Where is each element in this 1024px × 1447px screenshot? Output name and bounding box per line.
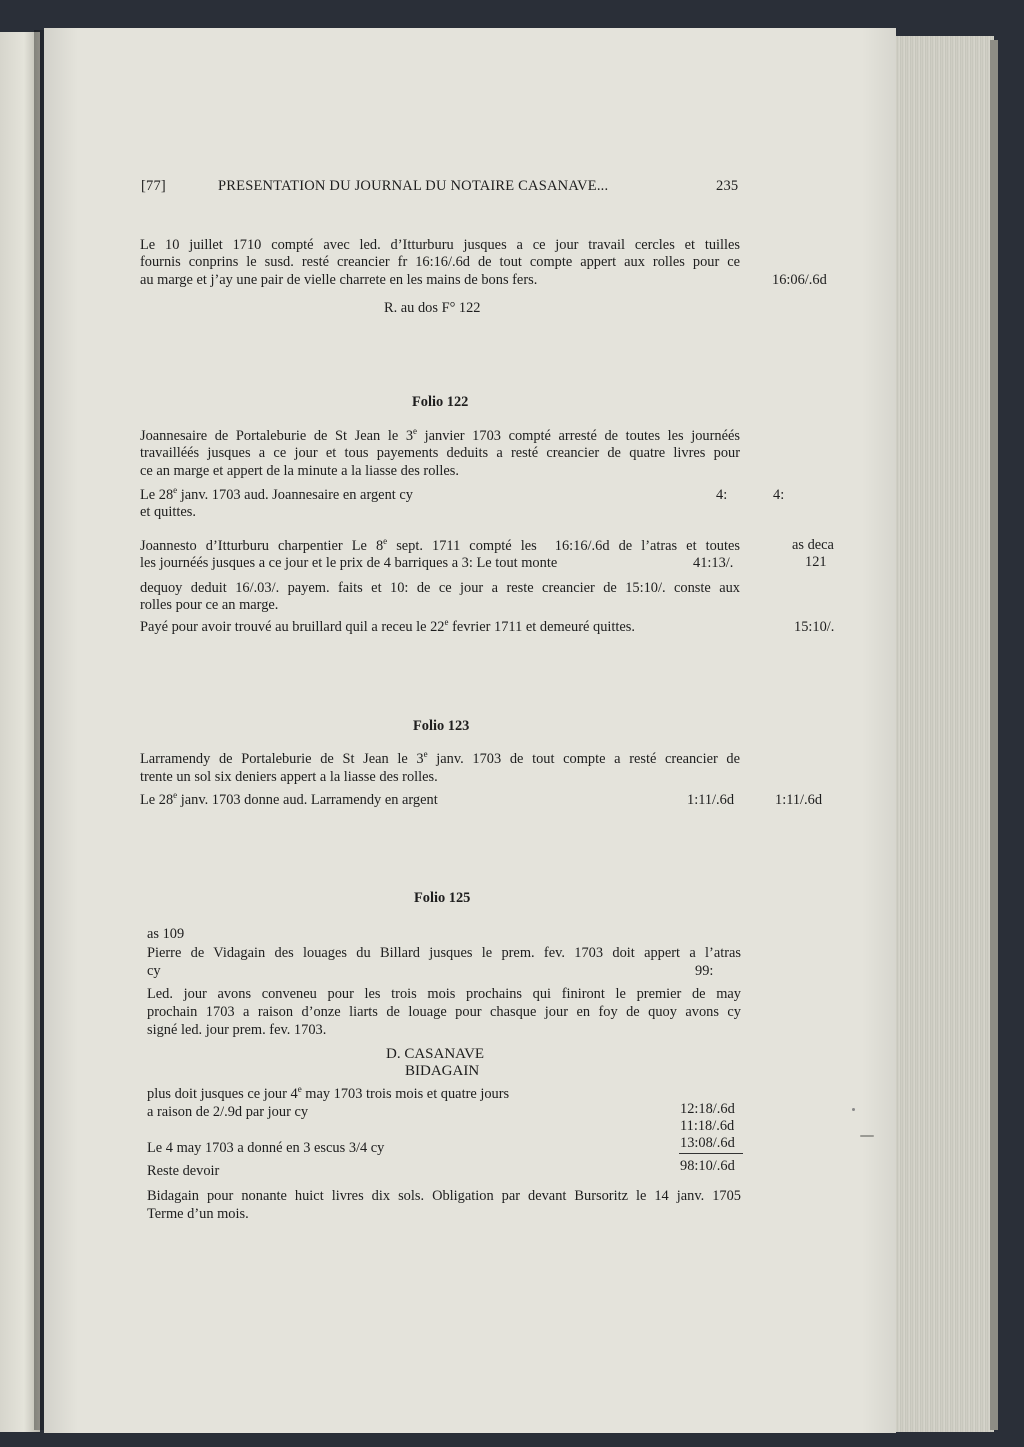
entry-line: rolles pour ce an marge.: [140, 597, 279, 613]
entry-line: les journéés jusques a ce jour et le prix de 4 barriques a 3: Le tout monte: [140, 555, 558, 571]
margin-amount: 4:: [773, 487, 785, 503]
line-amount: 12:18/.6d: [680, 1101, 735, 1117]
running-title: PRESENTATION DU JOURNAL DU NOTAIRE CASANAVE...: [218, 178, 609, 194]
folio-reference: [384, 299, 481, 317]
line-amount: 99:: [695, 963, 714, 979]
entry-line: cy: [147, 963, 161, 979]
entry-line: et quittes.: [140, 504, 196, 520]
margin-amount: 1:11/.6d: [775, 792, 823, 808]
entry-line: prochain 1703 a raison d’onze liarts de louage pour chasque jour en foy de quoy avons cy: [147, 1004, 741, 1020]
margin-amount: 16:06/.6d: [772, 272, 827, 288]
entry-line: Joannesto d’Itturburu charpentier Le 8e sept. 1711 compté les 16:16/.6d de l’atras et toutes: [140, 536, 740, 554]
line-amount: 1:11/.6d: [687, 792, 735, 808]
entry-line: Reste devoir: [147, 1163, 220, 1179]
margin-note: 121: [805, 554, 827, 570]
entry-line: Le 4 may 1703 a donné en 3 escus 3/4 cy: [147, 1140, 385, 1156]
entry-line: plus doit jusques ce jour 4e may 1703 trois mois et quatre jours: [147, 1084, 510, 1102]
entry-line: signé led. jour prem. fev. 1703.: [147, 1022, 327, 1038]
margin-amount: 15:10/.: [794, 619, 835, 635]
entry-line: fournis conprins le susd. resté creancier fr 16:16/.6d de tout compte appert aux rolles pour ce: [140, 254, 740, 270]
entry-line: Terme d’un mois.: [147, 1206, 249, 1222]
entry-line: Pierre de Vidagain des louages du Billard jusques le prem. fev. 1703 doit appert a l’atras: [147, 945, 741, 961]
entry-line: a raison de 2/.9d par jour cy: [147, 1104, 309, 1120]
entry-line: au marge et j’ay une pair de vielle charrete en les mains de bons fers.: [140, 272, 538, 288]
paper-mark: [860, 1135, 874, 1137]
entry-line: Bidagain pour nonante huict livres dix sols. Obligation par devant Bursoritz le 14 janv. 1705: [147, 1188, 741, 1204]
folio-heading: Folio 123: [413, 718, 470, 734]
entry-line: ce an marge et appert de la minute a la liasse des rolles.: [140, 463, 459, 479]
entry-line: Le 10 juillet 1710 compté avec led. d’Itturburu jusques a ce jour travail cercles et tuilles: [140, 237, 740, 253]
margin-note: as deca: [792, 537, 834, 553]
folio-heading: Folio 122: [412, 394, 469, 410]
line-amount: 4:: [716, 487, 728, 503]
entry-line: Payé pour avoir trouvé au bruillard quil a receu le 22e fevrier 1711 et demeuré quittes.: [140, 617, 635, 635]
page-edges-border: [990, 40, 998, 1430]
line-amount: 41:13/.: [693, 555, 734, 571]
cross-reference: as 109: [147, 926, 185, 942]
page-edges-stack: [896, 36, 994, 1432]
entry-line: dequoy deduit 16/.03/. payem. faits et 10: de ce jour a reste creancier de 15:10/. conste aux: [140, 580, 740, 596]
signature-bidagain: BIDAGAIN: [405, 1063, 480, 1079]
sum-rule: [679, 1153, 743, 1154]
line-amount: 13:08/.6d: [680, 1135, 735, 1151]
line-amount: 98:10/.6d: [680, 1158, 735, 1174]
line-amount: 11:18/.6d: [680, 1118, 735, 1134]
folio-heading: Folio 125: [414, 890, 471, 906]
entry-line: trente un sol six deniers appert a la liasse des rolles.: [140, 769, 438, 785]
page-reference: [77]: [141, 178, 166, 194]
entry-line: Le 28e janv. 1703 aud. Joannesaire en argent cy: [140, 485, 413, 503]
entry-line: Joannesaire de Portaleburie de St Jean le 3e janvier 1703 compté arresté de toutes les journéés: [140, 426, 740, 444]
page-number: 235: [716, 178, 739, 194]
paper-speck: [852, 1108, 855, 1111]
folio-reference-text: R. au dos F° 122: [384, 300, 481, 316]
entry-line: Led. jour avons conveneu pour les trois mois prochains qui finiront le premier de may: [147, 986, 741, 1002]
entry-line: travailléés jusques a ce jour et tous payements deduits a resté creancier de quatre livres pour: [140, 445, 740, 461]
signature-casanave: D. CASANAVE: [386, 1046, 485, 1062]
entry-line: Larramendy de Portaleburie de St Jean le 3e janv. 1703 de tout compte a resté creancier de: [140, 749, 740, 767]
entry-line: Le 28e janv. 1703 donne aud. Larramendy en argent: [140, 790, 438, 808]
